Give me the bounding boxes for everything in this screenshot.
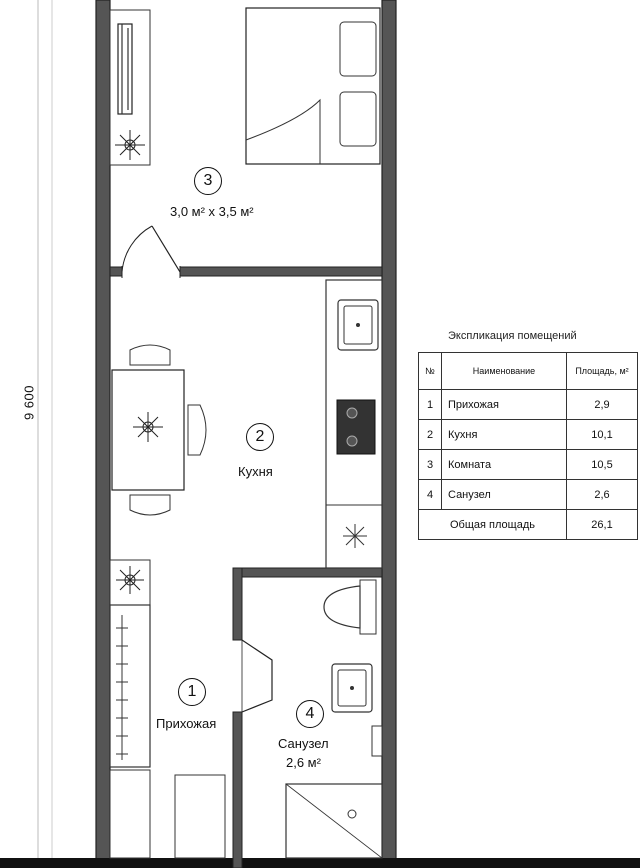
row-area: 2,9 xyxy=(567,390,638,420)
header-area: Площадь, м² xyxy=(567,353,638,390)
bed-icon xyxy=(246,8,380,164)
washbasin-icon xyxy=(332,664,372,712)
table-row xyxy=(419,420,638,450)
table-row xyxy=(419,480,638,510)
shower-tray xyxy=(286,784,382,858)
table-row xyxy=(419,450,638,480)
row-name: Прихожая xyxy=(442,390,567,420)
dimension-label: 9 600 xyxy=(21,384,37,421)
room3-door-swing xyxy=(122,226,152,272)
row-area: 2,6 xyxy=(567,480,638,510)
bathroom-top-wall xyxy=(233,568,382,577)
room-number-1: 1 xyxy=(178,678,206,706)
header-num: № xyxy=(419,353,442,390)
bathroom-left-wall xyxy=(233,712,242,868)
total-label: Общая площадь xyxy=(419,510,567,540)
explication-table xyxy=(418,352,638,540)
room-label-2: Кухня xyxy=(238,464,273,479)
header-name: Наименование xyxy=(442,353,567,390)
toilet-icon xyxy=(324,580,376,634)
row-num: 1 xyxy=(419,390,442,420)
room-number-4: 4 xyxy=(296,700,324,728)
room-label-4: Санузел xyxy=(278,736,329,751)
partition-wall xyxy=(180,267,382,276)
legend-title: Экспликация помещений xyxy=(448,330,577,342)
towel-rail xyxy=(372,726,382,756)
right-outer-wall xyxy=(382,0,396,868)
row-num: 3 xyxy=(419,450,442,480)
room3-door-leaf xyxy=(152,226,180,272)
room-label-3: 3,0 м² х 3,5 м² xyxy=(170,204,254,219)
stove-icon xyxy=(337,400,375,454)
tv-icon xyxy=(118,24,132,114)
left-outer-wall xyxy=(96,0,110,868)
room-number-3: 3 xyxy=(194,167,222,195)
row-name: Санузел xyxy=(442,480,567,510)
table-header-row xyxy=(419,353,638,390)
table-row xyxy=(419,390,638,420)
row-name: Кухня xyxy=(442,420,567,450)
row-area: 10,1 xyxy=(567,420,638,450)
dining-table xyxy=(112,345,206,515)
wardrobe xyxy=(110,605,150,767)
entry-mat xyxy=(175,775,225,858)
row-num: 2 xyxy=(419,420,442,450)
bottom-edge xyxy=(0,858,640,868)
sink-icon xyxy=(338,300,378,350)
shoe-cabinet xyxy=(110,770,150,858)
plant-icon xyxy=(116,566,144,594)
table-total-row xyxy=(419,510,638,540)
room-number-2: 2 xyxy=(246,423,274,451)
room-label-1: Прихожая xyxy=(156,716,217,731)
room-area-4: 2,6 м² xyxy=(286,755,321,770)
row-name: Комната xyxy=(442,450,567,480)
fridge-snowflake-icon xyxy=(343,524,367,548)
row-num: 4 xyxy=(419,480,442,510)
bathroom-left-wall xyxy=(233,568,242,640)
bathroom-door xyxy=(242,640,272,712)
partition-wall xyxy=(110,267,122,276)
total-value: 26,1 xyxy=(567,510,638,540)
row-area: 10,5 xyxy=(567,450,638,480)
